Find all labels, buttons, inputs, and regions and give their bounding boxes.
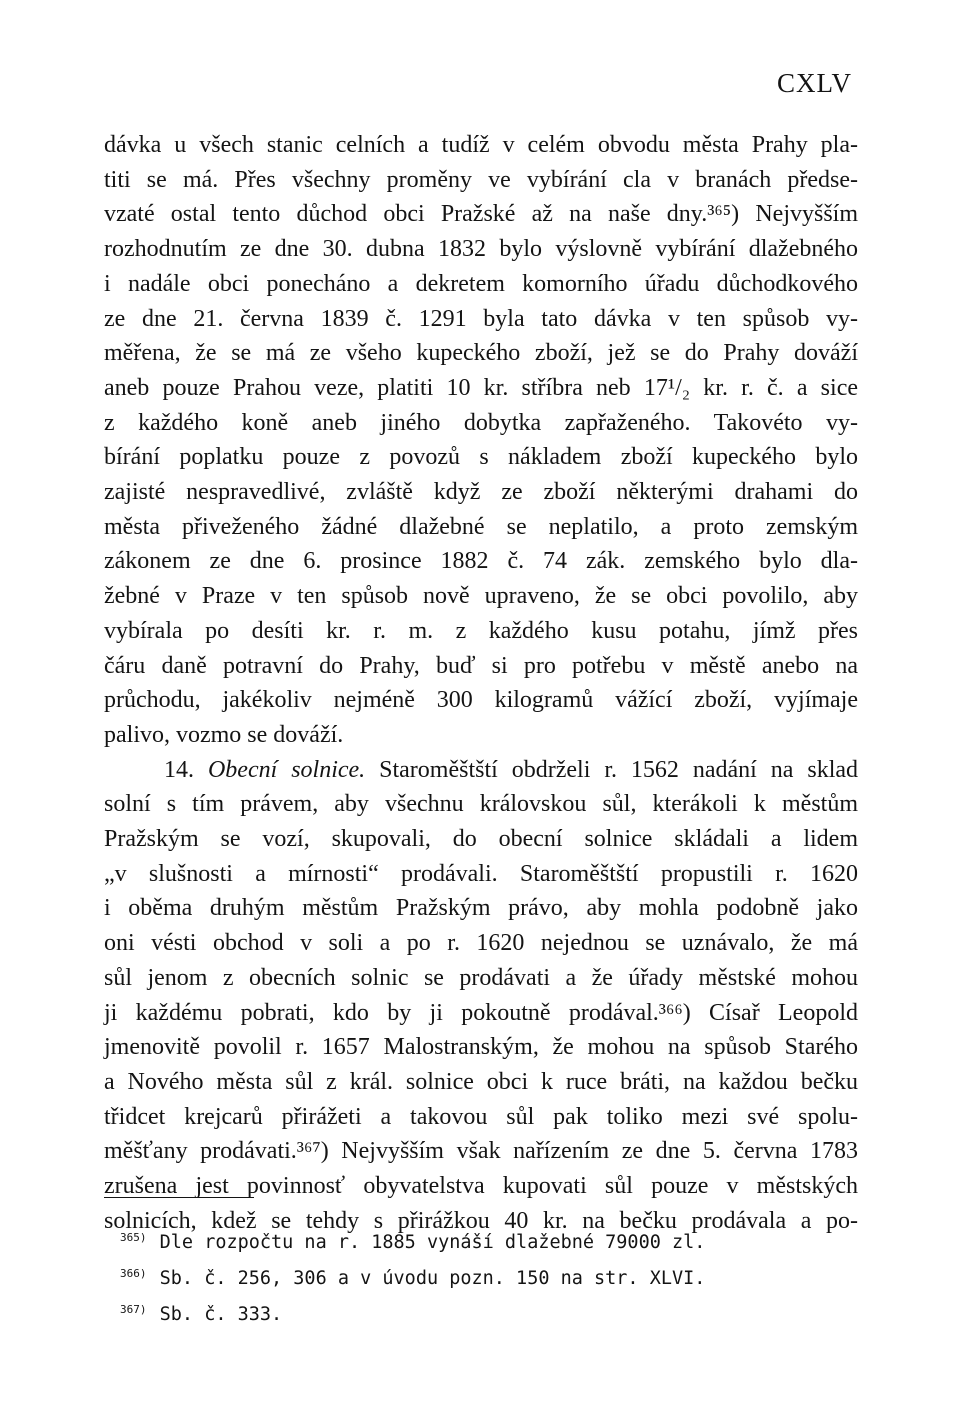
section-first-line: Staroměštští obdrželi r. 1562 nadání na sklad <box>379 756 859 783</box>
text-line: sůl jenom z obecních solnic se prodávati a že úřady městské mohou <box>104 964 858 991</box>
text-line: a Nového města sůl z král. solnice obci k ruce bráti, na každou bečku <box>104 1068 858 1095</box>
section-number: 14. <box>164 756 194 783</box>
text-line: dávka u všech stanic celních a tudíž v celém obvodu města Prahy pla- <box>104 132 858 158</box>
text-line: bírání poplatku pouze z povozů s nákladem zboží kupeckého bylo <box>104 444 858 471</box>
text-line: měšťany prodávati.³⁶⁷) Nejvyšším však nařízením ze dne 5. června 1783 <box>104 1138 858 1165</box>
text-line: oni vésti obchod v soli a po r. 1620 nejednou se uznávalo, že má <box>104 930 858 957</box>
text-line: z každého koně aneb jiného dobytka zapřaženého. Takovéto vy- <box>104 409 858 436</box>
footnote <box>120 1258 720 1294</box>
text-line: aneb pouze Prahou veze, platiti 10 kr. stříbra neb 17¹/₂ kr. r. č. a sice <box>104 374 858 401</box>
page-number: CXLV <box>776 68 852 98</box>
text-line: ji každému pobrati, kdo by ji pokoutně prodával.³⁶⁶) Císař Leopold <box>104 999 858 1026</box>
text-line: titi se má. Přes všechny proměny ve vybírání cla v branách předse- <box>104 166 858 193</box>
footnote <box>120 1294 720 1330</box>
text-line: měřena, že se má ze všeho kupeckého zboží, jež se do Prahy dováží <box>104 340 858 367</box>
text-line: Pražským se vozí, skupovali, do obecní solnice skládali a lidem <box>104 826 858 853</box>
footnote-text: Sb. č. 256, 306 a v úvodu pozn. 150 na str. XLVI. <box>159 1268 706 1289</box>
footnote-text: Sb. č. 333. <box>159 1304 283 1325</box>
footnote-text: Dle rozpočtu na r. 1885 vynáší dlažebné 79000 zl. <box>159 1232 706 1253</box>
text-line: „v slušnosti a mírnosti“ prodávali. Staroměštští propustili r. 1620 <box>104 860 858 887</box>
text-line: zrušena jest povinnosť obyvatelstva kupovati sůl pouze v městských <box>104 1173 858 1200</box>
text-line: třidcet krejcarů přirážeti a takovou sůl pak toliko mezi své spolu- <box>104 1103 858 1130</box>
main-text <box>104 128 858 1239</box>
text-line: vybírala po desíti kr. r. m. z každého kusu potahu, jímž přes <box>104 617 858 644</box>
text-line: palivo, vozmo se dováží. <box>104 721 344 748</box>
section-heading-line <box>104 753 858 788</box>
text-line: čáru daně potravní do Prahy, buď si pro potřebu v městě anebo na <box>104 652 858 679</box>
footnote-separator <box>104 1197 254 1198</box>
footnote <box>120 1222 720 1258</box>
text-line: města přiveženého žádné dlažebné se neplatilo, a proto zemským <box>104 513 858 540</box>
footnote-mark: 366) <box>120 1267 147 1280</box>
text-line: zajisté nespravedlivé, zvláště když ze zboží některými drahami do <box>104 479 858 506</box>
text-line: rozhodnutím ze dne 30. dubna 1832 bylo výslovně vybírání dlažebného <box>104 236 858 263</box>
text-line: průchodu, jakékoliv nejméně 300 kilogramů vážící zboží, vyjímaje <box>104 687 858 714</box>
text-line: i oběma druhým městům Pražským právo, aby mohla podobně jako <box>104 895 858 922</box>
text-line: jmenovitě povolil r. 1657 Malostranským, že mohou na spůsob Starého <box>104 1034 858 1061</box>
text-line: ze dne 21. června 1839 č. 1291 byla tato dávka v ten spůsob vy- <box>104 305 858 332</box>
text-line: solní s tím právem, aby všechnu královskou sůl, kterákoli k městům <box>104 791 858 818</box>
text-line: i nadále obci ponecháno a dekretem komorního úřadu důchodkového <box>104 270 858 297</box>
text-line: žebné v Praze v ten spůsob nově upraveno, že se obci povolilo, aby <box>104 583 858 610</box>
footnotes <box>120 1222 720 1330</box>
text-line: vzaté ostal tento důchod obci Pražské až na naše dny.³⁶⁵) Nejvyšším <box>104 201 858 228</box>
text-line: zákonem ze dne 6. prosince 1882 č. 74 zák. zemského bylo dla- <box>104 548 858 575</box>
section-title: Obecní solnice. <box>207 756 366 783</box>
footnote-mark: 365) <box>120 1231 147 1244</box>
footnote-mark: 367) <box>120 1303 147 1316</box>
text-line: solnicích, kdež se tehdy s přirážkou 40 kr. na bečku prodávala a po- <box>104 1207 858 1234</box>
